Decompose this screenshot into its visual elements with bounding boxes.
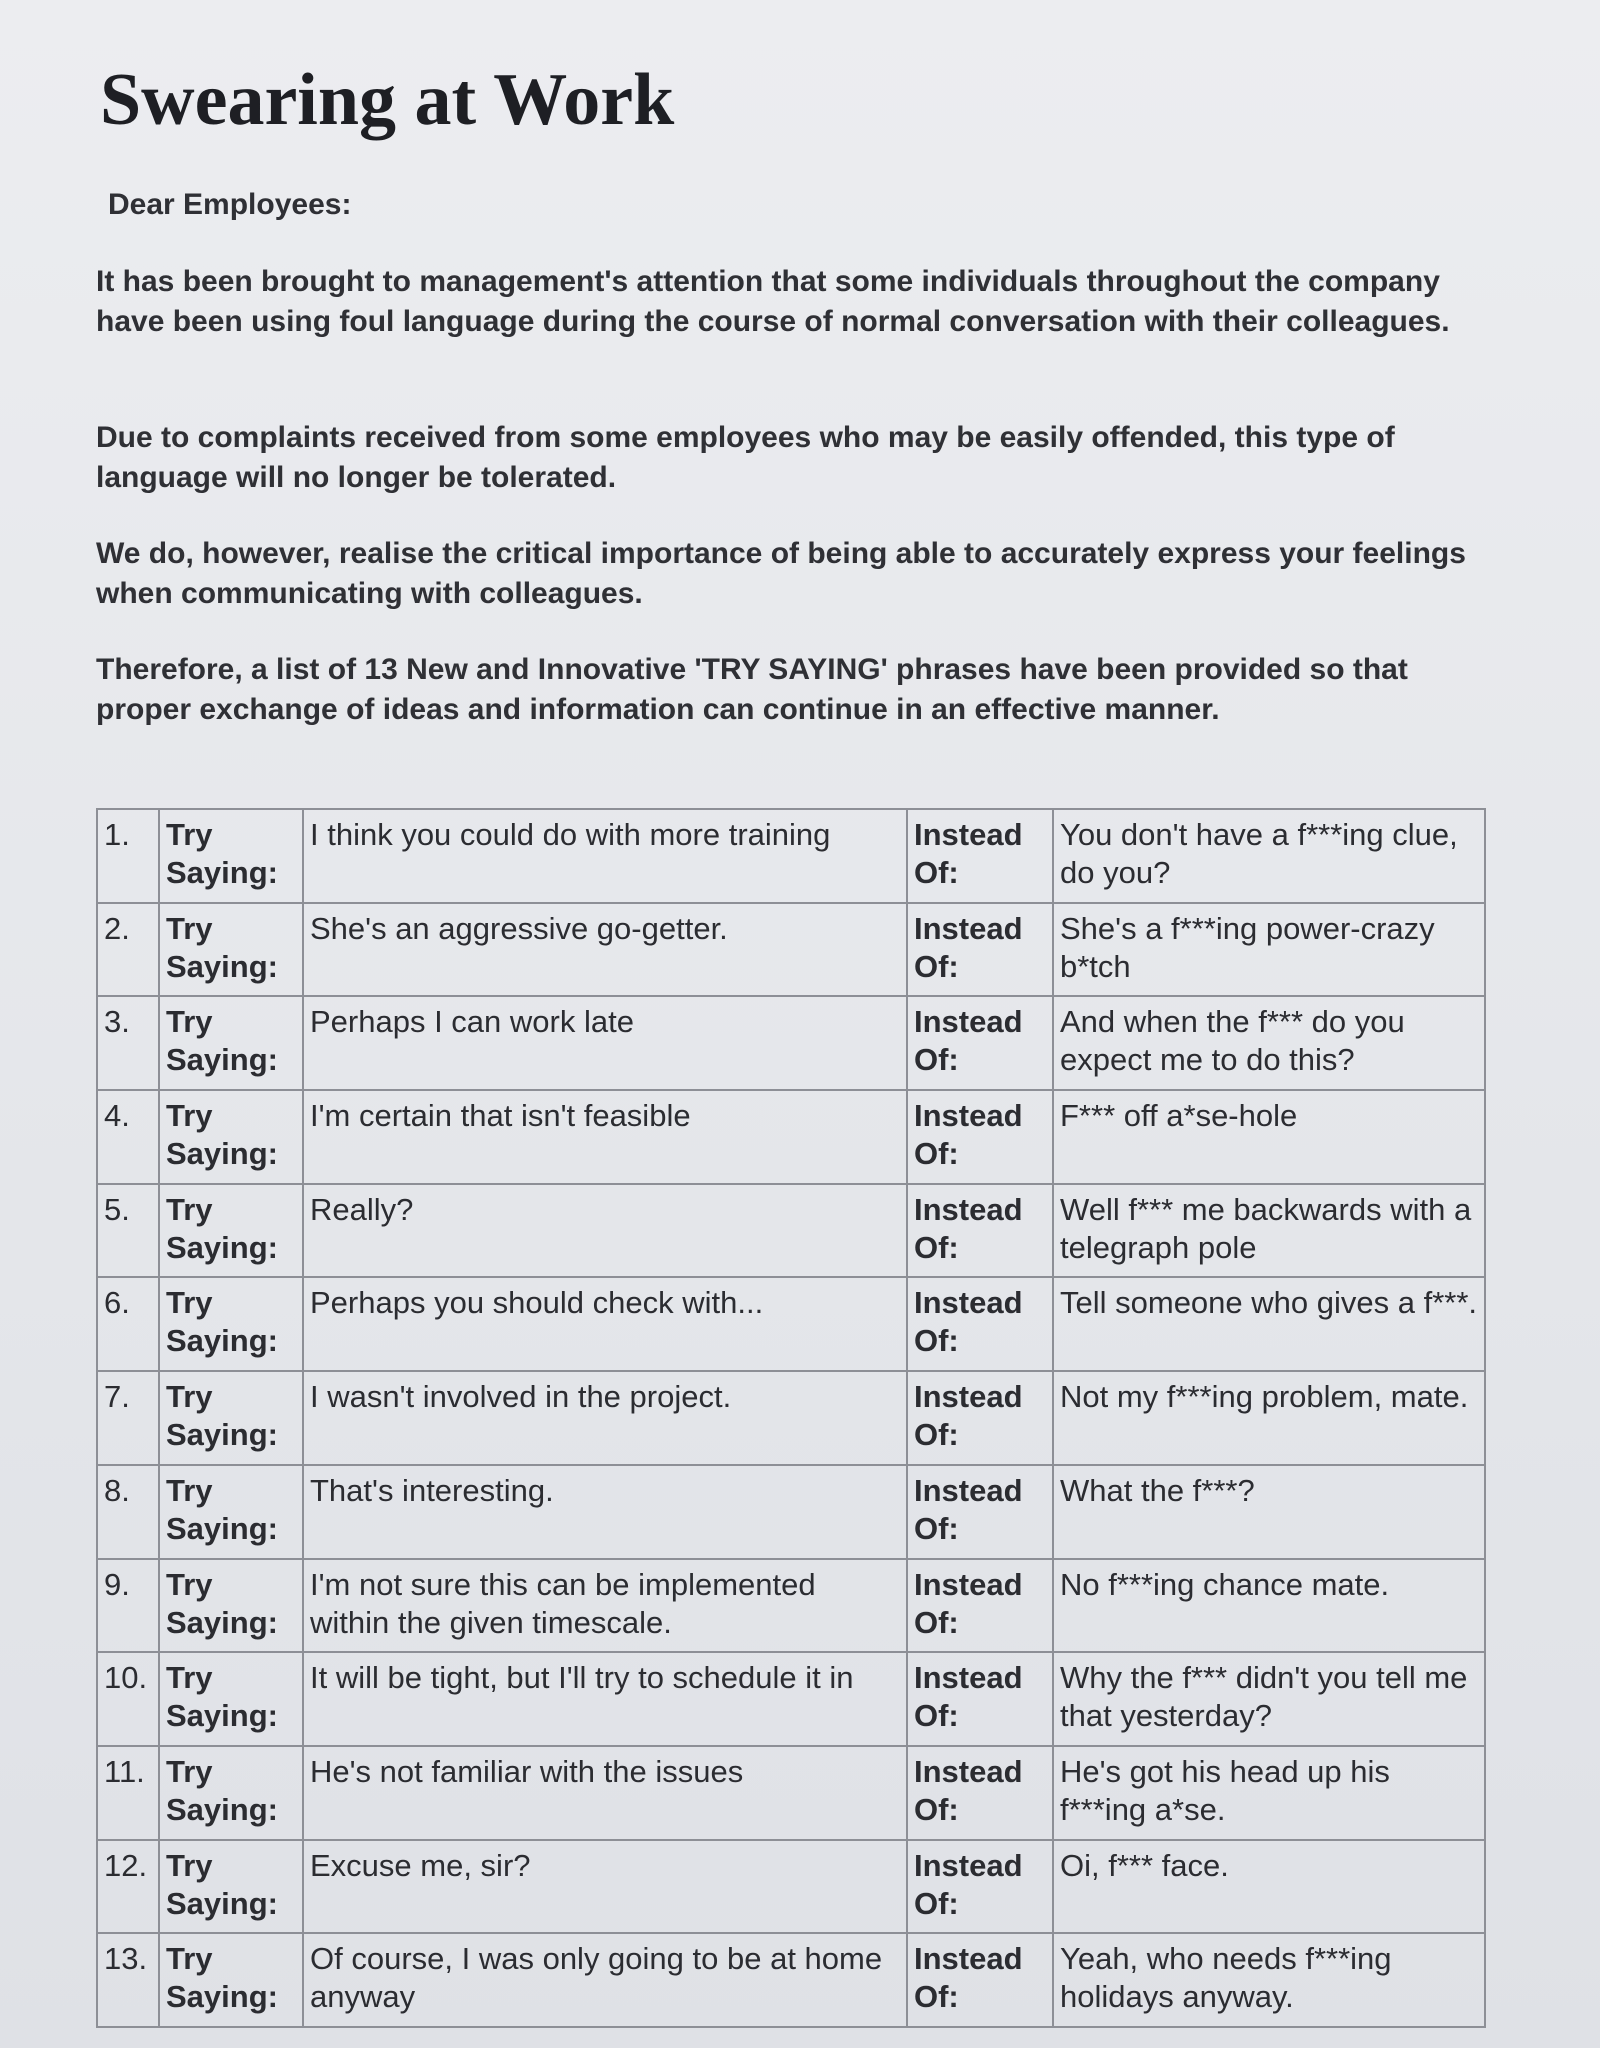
try-saying-label [159,996,303,1090]
instead-of-label [907,1465,1053,1559]
try-saying-text: I'm not sure this can be implemented within the given timescale. [303,1559,907,1653]
table-row [97,809,1485,903]
try-label-line1: Try [166,1098,213,1134]
table-row [97,1559,1485,1653]
instead-label-line1: Instead [914,1191,1023,1227]
instead-of-label [907,809,1053,903]
row-number: 3. [97,996,159,1090]
instead-label-line1: Instead [914,1566,1023,1602]
try-label-line1: Try [166,910,213,946]
try-label-line2: Saying: [166,948,278,984]
instead-label-line1: Instead [914,1285,1023,1321]
instead-label-line1: Instead [914,1753,1023,1789]
try-label-line2: Saying: [166,1791,278,1827]
try-label-line2: Saying: [166,1042,278,1078]
try-saying-text: Really? [303,1184,907,1278]
try-label-line1: Try [166,1004,213,1040]
instead-of-text: What the f***? [1053,1465,1485,1559]
instead-label-line2: Of: [914,1885,959,1921]
instead-of-text: You don't have a f***ing clue, do you? [1053,809,1485,903]
instead-of-text: Why the f*** didn't you tell me that yesterday? [1053,1652,1485,1746]
try-saying-label [159,1933,303,2027]
try-label-line2: Saying: [166,1417,278,1453]
table-row [97,1652,1485,1746]
table-row [97,1465,1485,1559]
table-row [97,1840,1485,1934]
phrases-table [96,808,1486,2028]
try-saying-text: I wasn't involved in the project. [303,1371,907,1465]
instead-of-label [907,1277,1053,1371]
try-saying-text: It will be tight, but I'll try to schedule it in [303,1652,907,1746]
table-row [97,996,1485,1090]
try-label-line1: Try [166,1566,213,1602]
instead-of-label [907,1933,1053,2027]
try-label-line1: Try [166,1753,213,1789]
row-number: 12. [97,1840,159,1934]
table-row [97,903,1485,997]
page-title: Swearing at Work [100,59,675,141]
try-saying-text: That's interesting. [303,1465,907,1559]
instead-label-line1: Instead [914,1660,1023,1696]
try-saying-label [159,903,303,997]
paragraph-4: Therefore, a list of 13 New and Innovative 'TRY SAYING' phrases have been provided so that proper exchange of ideas and information can continue in an effective manner. [96,653,1408,726]
instead-of-text: Not my f***ing problem, mate. [1053,1371,1485,1465]
instead-label-line2: Of: [914,1042,959,1078]
paragraph-1: It has been brought to management's attention that some individuals throughout the company have been using foul language during the course of normal conversation with their colleagues. [96,265,1450,338]
try-label-line2: Saying: [166,1229,278,1265]
table-row [97,1746,1485,1840]
instead-of-text: Oi, f*** face. [1053,1840,1485,1934]
try-label-line2: Saying: [166,1885,278,1921]
try-saying-label [159,1090,303,1184]
instead-label-line2: Of: [914,1979,959,2015]
instead-label-line1: Instead [914,817,1023,852]
table-row [97,1090,1485,1184]
try-label-line2: Saying: [166,1698,278,1734]
instead-label-line1: Instead [914,1098,1023,1134]
row-number: 2. [97,903,159,997]
instead-of-text: F*** off a*se-hole [1053,1090,1485,1184]
try-label-line1: Try [166,1847,213,1883]
try-saying-label [159,1840,303,1934]
try-label-line1: Try [166,1472,213,1508]
instead-of-text: He's got his head up his f***ing a*se. [1053,1746,1485,1840]
row-number: 8. [97,1465,159,1559]
instead-label-line1: Instead [914,1379,1023,1415]
try-label-line1: Try [166,1285,213,1321]
instead-of-label [907,1559,1053,1653]
try-label-line2: Saying: [166,1510,278,1546]
try-saying-label [159,1746,303,1840]
instead-label-line2: Of: [914,1417,959,1453]
paragraph-3: We do, however, realise the critical importance of being able to accurately express your feelings when communicating with colleagues. [96,537,1466,610]
try-saying-text: She's an aggressive go-getter. [303,903,907,997]
try-label-line2: Saying: [166,1136,278,1172]
salutation: Dear Employees: [108,188,352,221]
instead-label-line1: Instead [914,1941,1023,1977]
try-saying-text: Of course, I was only going to be at home anyway [303,1933,907,2027]
try-label-line2: Saying: [166,1323,278,1359]
instead-label-line1: Instead [914,1004,1023,1040]
instead-label-line2: Of: [914,1136,959,1172]
instead-of-label [907,1840,1053,1934]
row-number: 5. [97,1184,159,1278]
row-number: 7. [97,1371,159,1465]
try-label-line2: Saying: [166,1979,278,2015]
instead-label-line2: Of: [914,1323,959,1359]
try-label-line2: Saying: [166,1604,278,1640]
try-saying-text: Perhaps you should check with... [303,1277,907,1371]
table-row [97,1277,1485,1371]
try-label-line1: Try [166,1379,213,1415]
try-saying-label [159,809,303,903]
try-saying-label [159,1652,303,1746]
try-saying-text: I think you could do with more training [303,809,907,903]
instead-of-label [907,1746,1053,1840]
table-row [97,1184,1485,1278]
instead-of-label [907,1652,1053,1746]
instead-of-label [907,996,1053,1090]
row-number: 9. [97,1559,159,1653]
try-label-line1: Try [166,1660,213,1696]
instead-label-line2: Of: [914,1510,959,1546]
instead-of-label [907,1371,1053,1465]
row-number: 4. [97,1090,159,1184]
instead-label-line2: Of: [914,1791,959,1827]
try-label-line1: Try [166,817,213,852]
instead-label-line2: Of: [914,1698,959,1734]
instead-of-label [907,1184,1053,1278]
try-label-line2: Saying: [166,855,278,890]
row-number: 11. [97,1746,159,1840]
instead-of-text: Tell someone who gives a f***. [1053,1277,1485,1371]
table-row [97,1933,1485,2027]
instead-of-text: And when the f*** do you expect me to do this? [1053,996,1485,1090]
instead-of-text: Yeah, who needs f***ing holidays anyway. [1053,1933,1485,2027]
try-saying-text: He's not familiar with the issues [303,1746,907,1840]
try-saying-text: Perhaps I can work late [303,996,907,1090]
try-label-line1: Try [166,1191,213,1227]
instead-label-line2: Of: [914,1229,959,1265]
instead-label-line2: Of: [914,1604,959,1640]
instead-label-line2: Of: [914,948,959,984]
instead-of-label [907,1090,1053,1184]
paragraph-2: Due to complaints received from some employees who may be easily offended, this type of language will no longer be tolerated. [96,421,1395,494]
try-saying-label [159,1559,303,1653]
instead-of-text: She's a f***ing power-crazy b*tch [1053,903,1485,997]
try-label-line1: Try [166,1941,213,1977]
try-saying-label [159,1184,303,1278]
row-number: 1. [97,809,159,903]
try-saying-label [159,1465,303,1559]
row-number: 13. [97,1933,159,2027]
try-saying-text: I'm certain that isn't feasible [303,1090,907,1184]
try-saying-label [159,1277,303,1371]
instead-label-line1: Instead [914,910,1023,946]
row-number: 6. [97,1277,159,1371]
instead-of-text: No f***ing chance mate. [1053,1559,1485,1653]
instead-label-line1: Instead [914,1847,1023,1883]
try-saying-text: Excuse me, sir? [303,1840,907,1934]
instead-label-line1: Instead [914,1472,1023,1508]
instead-label-line2: Of: [914,855,959,890]
row-number: 10. [97,1652,159,1746]
table-row [97,1371,1485,1465]
instead-of-text: Well f*** me backwards with a telegraph pole [1053,1184,1485,1278]
try-saying-label [159,1371,303,1465]
instead-of-label [907,903,1053,997]
